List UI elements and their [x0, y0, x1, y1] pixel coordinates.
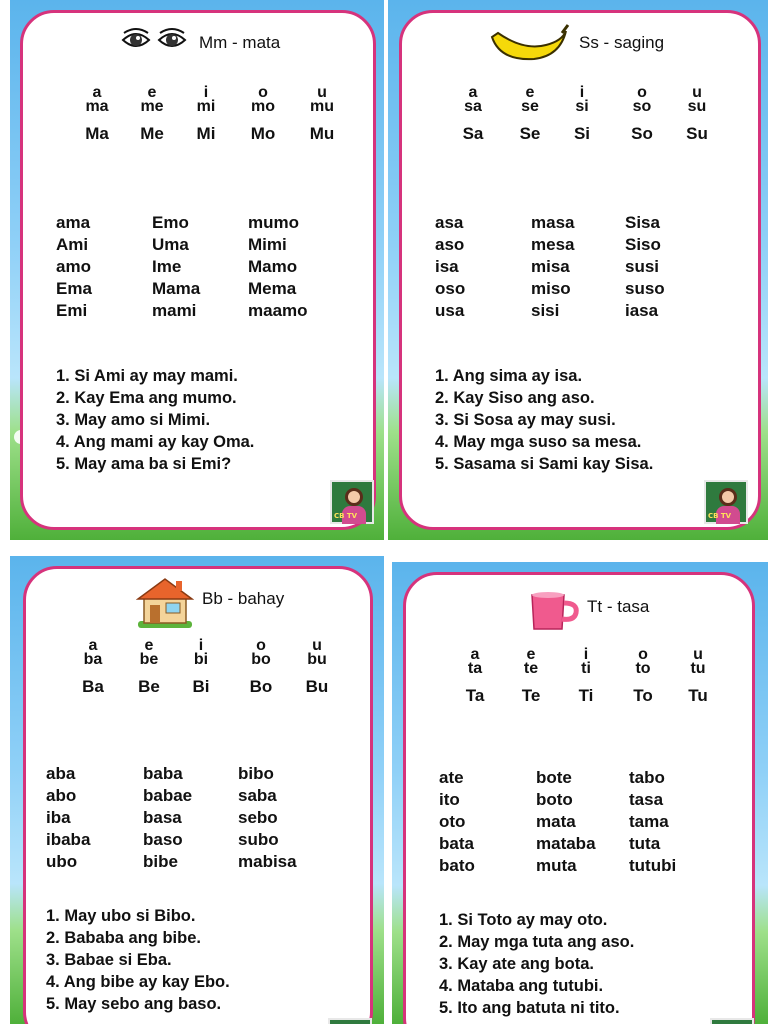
syllable-upper: Tu [688, 686, 708, 705]
logo-text: CB TV [708, 512, 732, 520]
word: Mema [248, 279, 297, 298]
word: usa [435, 301, 465, 320]
vowel: i [203, 84, 209, 101]
vowel: u [317, 84, 327, 101]
word-column [439, 767, 475, 877]
vowel: a [88, 637, 98, 654]
syllable-lower: ti [581, 660, 591, 677]
word: mabisa [238, 852, 297, 871]
vowel: o [637, 84, 647, 101]
word: tabo [629, 768, 665, 787]
word: baba [143, 764, 183, 783]
card-saging [399, 10, 761, 530]
card-mata [20, 10, 376, 530]
word: babae [143, 786, 193, 805]
syllable-lower: ta [467, 660, 483, 677]
word: ito [439, 790, 460, 809]
syllable-lower: be [139, 651, 159, 668]
word: asa [435, 213, 464, 232]
sentence-list [46, 905, 230, 1015]
syllable-upper: Mo [250, 124, 276, 143]
vowel: u [692, 84, 702, 101]
sentence: 3. Si Sosa ay may susi. [435, 411, 616, 429]
sentence: 5. Sasama si Sami kay Sisa. [435, 455, 654, 473]
sentence: 4. Ang bibe ay kay Ebo. [46, 973, 230, 991]
word: baso [143, 830, 183, 849]
word: mataba [536, 834, 596, 853]
syllable-upper: To [633, 686, 653, 705]
syllable-lower: ma [85, 98, 109, 115]
word-column [46, 763, 90, 873]
cup-icon [528, 589, 580, 633]
vowel: o [638, 646, 648, 663]
vowel: e [144, 637, 154, 654]
vowel: a [92, 84, 102, 101]
sentence: 4. May mga suso sa mesa. [435, 433, 642, 451]
word: aso [435, 235, 465, 254]
panel-saging [388, 0, 768, 540]
card-title: Tt - tasa [587, 597, 650, 616]
sentence: 5. May ama ba si Emi? [56, 455, 232, 473]
word: iasa [625, 301, 659, 320]
word-column [536, 767, 596, 877]
logo-text: CB TV [334, 512, 358, 520]
sentence: 4. Ang mami ay kay Oma. [56, 433, 255, 451]
vowel: u [693, 646, 703, 663]
word: miso [531, 279, 571, 298]
word: ubo [46, 852, 78, 871]
word-column [531, 212, 574, 322]
word: oto [439, 812, 466, 831]
word: tama [629, 812, 669, 831]
word-column [435, 212, 465, 322]
avatar [719, 488, 737, 506]
sentence: 2. Bababa ang bibe. [46, 929, 201, 947]
syllable-lower: te [523, 660, 539, 677]
word: Ime [152, 257, 182, 276]
syllable-upper: Si [573, 124, 591, 143]
word: tuta [629, 834, 661, 853]
word: Mama [152, 279, 201, 298]
word: abo [46, 786, 77, 805]
word: Emi [56, 301, 88, 320]
word: susi [625, 257, 660, 276]
syllable-lower: bu [307, 651, 327, 668]
word: ate [439, 768, 464, 787]
syllable-lower: bo [251, 651, 271, 668]
avatar [345, 488, 363, 506]
word: mami [152, 301, 197, 320]
word: Siso [625, 235, 661, 254]
panel-tasa [392, 562, 768, 1024]
word: oso [435, 279, 466, 298]
word-column [625, 212, 665, 322]
word: tasa [629, 790, 664, 809]
word: basa [143, 808, 182, 827]
word: Mamo [248, 257, 298, 276]
sentence: 2. May mga tuta ang aso. [439, 933, 635, 951]
word-column [56, 212, 92, 322]
syllable-upper: Se [519, 124, 541, 143]
syllable-upper: Me [140, 124, 164, 143]
word: maamo [248, 301, 308, 320]
word: subo [238, 830, 279, 849]
house-icon [136, 575, 194, 629]
sentence: 1. Si Toto ay may oto. [439, 911, 608, 929]
sentence: 1. Si Ami ay may mami. [56, 367, 238, 385]
channel-logo [330, 480, 374, 524]
sentence: 2. Kay Ema ang mumo. [56, 389, 237, 407]
sentence: 3. Babae si Eba. [46, 951, 172, 969]
syllable-upper: Mi [196, 124, 216, 143]
panel-bahay [10, 556, 384, 1024]
syllable-upper: Ma [85, 124, 109, 143]
word-column [248, 212, 308, 322]
word: boto [536, 790, 573, 809]
word: saba [238, 786, 277, 805]
syllable-upper: Ti [578, 686, 594, 705]
word: sebo [238, 808, 278, 827]
word: bibo [238, 764, 274, 783]
vowel: o [258, 84, 268, 101]
syllable-upper: Bu [305, 677, 329, 696]
sentence: 1. Ang sima ay isa. [435, 367, 583, 385]
word: masa [531, 213, 575, 232]
syllable-upper: Mu [309, 124, 335, 143]
sentence: 5. May sebo ang baso. [46, 995, 222, 1013]
syllable-lower: ba [83, 651, 103, 668]
word: amo [56, 257, 91, 276]
vowel: i [579, 84, 585, 101]
eyes-icon [121, 27, 189, 53]
syllable-lower: mi [196, 98, 216, 115]
word: bibe [143, 852, 178, 871]
word: Sisa [625, 213, 660, 232]
syllable-lower: sa [464, 98, 482, 115]
panel-mata [10, 0, 384, 540]
syllable-lower: se [521, 98, 539, 115]
banana-icon [488, 23, 570, 63]
word: ama [56, 213, 91, 232]
sentence-list [439, 909, 634, 1019]
syllable-lower: tu [690, 660, 706, 677]
syllable-upper: Te [521, 686, 541, 705]
word: bata [439, 834, 474, 853]
syllable-lower: to [635, 660, 651, 677]
card-title: Bb - bahay [202, 589, 285, 608]
card-bahay [23, 566, 373, 1024]
syllable-upper: Ta [465, 686, 485, 705]
vowel: o [256, 637, 266, 654]
channel-logo [328, 1018, 372, 1024]
word: Emo [152, 213, 189, 232]
syllable-lower: si [575, 98, 589, 115]
word: Mimi [248, 235, 287, 254]
vowel: e [526, 646, 536, 663]
syllable-upper: Bo [249, 677, 273, 696]
card-tasa [403, 572, 755, 1024]
syllable-upper: Ba [82, 677, 104, 696]
vowel: i [583, 646, 589, 663]
vowel: i [198, 637, 204, 654]
word-column [629, 767, 676, 877]
syllable-upper: Be [138, 677, 160, 696]
syllable-lower: mu [310, 98, 334, 115]
syllable-upper: Su [686, 124, 708, 143]
word: tutubi [629, 856, 677, 875]
syllable-upper: Sa [462, 124, 484, 143]
word: Ami [56, 235, 89, 254]
word: aba [46, 764, 76, 783]
word: ibaba [46, 830, 91, 849]
word: mesa [531, 235, 575, 254]
word: bote [536, 768, 572, 787]
word: suso [625, 279, 665, 298]
card-title: Mm - mata [199, 33, 281, 52]
word: sisi [531, 301, 560, 320]
word: iba [46, 808, 71, 827]
word: misa [531, 257, 570, 276]
word: bato [439, 856, 475, 875]
sentence-list [56, 365, 254, 475]
channel-logo [710, 1018, 754, 1024]
vowel: e [525, 84, 535, 101]
word: isa [435, 257, 459, 276]
vowel: e [147, 84, 157, 101]
syllable-lower: mo [251, 98, 275, 115]
word-column [143, 763, 192, 873]
syllable-lower: so [632, 98, 652, 115]
sentence: 2. Kay Siso ang aso. [435, 389, 595, 407]
syllable-lower: bi [193, 651, 209, 668]
word: mata [536, 812, 576, 831]
card-title: Ss - saging [579, 33, 665, 52]
syllable-lower: su [687, 98, 707, 115]
sentence: 3. Kay ate ang bota. [439, 955, 594, 973]
vowel: a [470, 646, 480, 663]
word: Ema [56, 279, 92, 298]
sentence: 1. May ubo si Bibo. [46, 907, 196, 925]
sentence: 5. Ito ang batuta ni tito. [439, 999, 620, 1017]
word: mumo [248, 213, 299, 232]
syllable-lower: me [140, 98, 164, 115]
sentence: 3. May amo si Mimi. [56, 411, 211, 429]
word-column [238, 763, 297, 873]
word: muta [536, 856, 577, 875]
vowel: a [468, 84, 478, 101]
sentence: 4. Mataba ang tutubi. [439, 977, 604, 995]
word-column [152, 212, 200, 322]
channel-logo [704, 480, 748, 524]
syllable-upper: So [631, 124, 653, 143]
sentence-list [435, 365, 653, 475]
syllable-upper: Bi [192, 677, 210, 696]
word: Uma [152, 235, 189, 254]
vowel: u [312, 637, 322, 654]
